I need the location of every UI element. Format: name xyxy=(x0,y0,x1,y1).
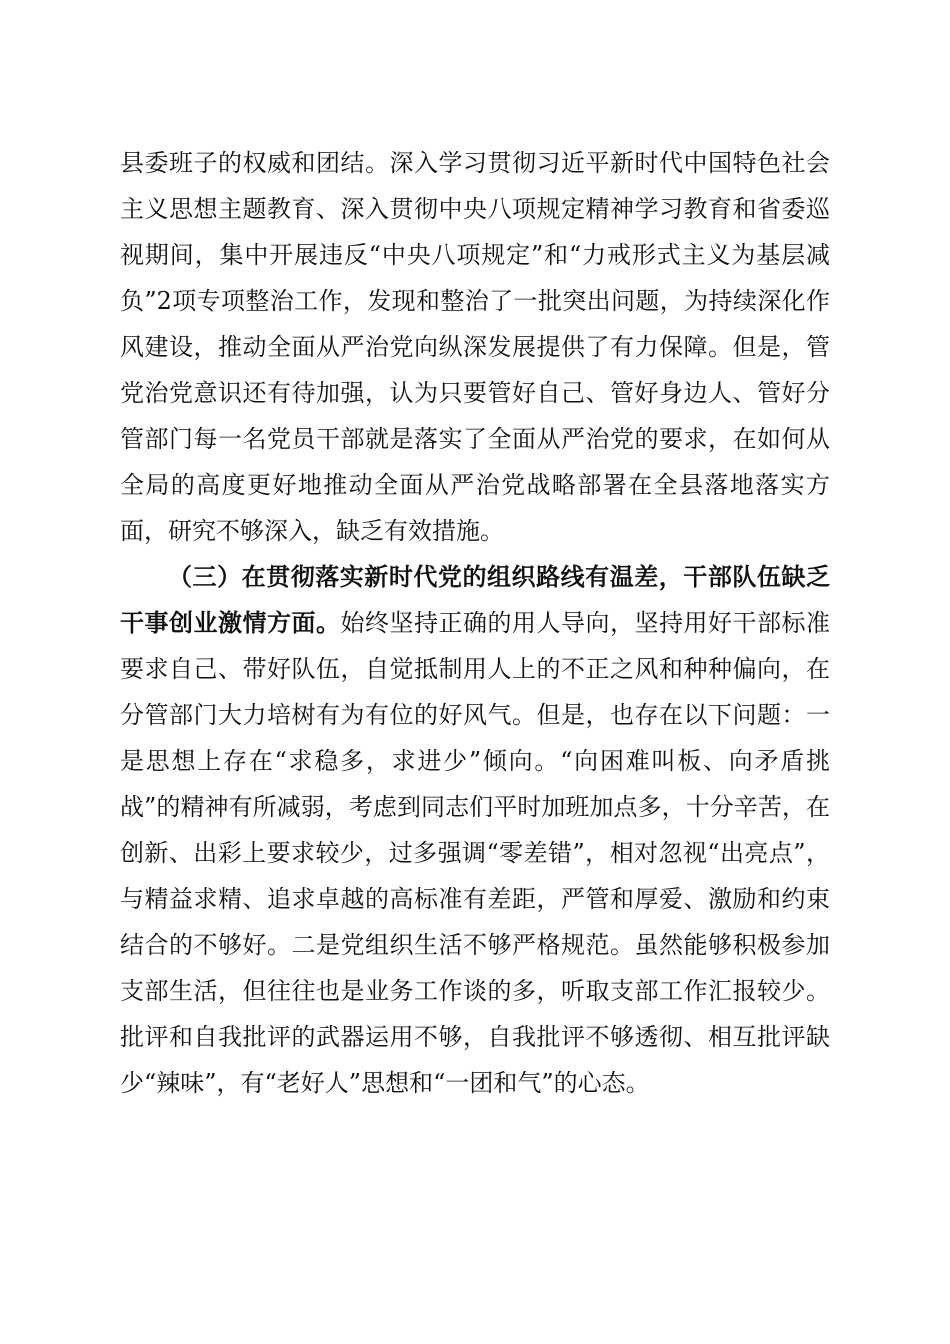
section-3-heading: （三）在贯彻落实新时代党的组织路线有温差，干部队伍缺乏干事创业激情方面。 xyxy=(120,562,830,637)
section-3-body: 始终坚持正确的用人导向，坚持用好干部标准要求自己、带好队伍，自觉抵制用人上的不正之风和种种偏向，在分管部门大力培树有为有位的好风气。但是，也存在以下问题：一是思想上存在“求稳多，求进少”倾向。“向困难叫板、向矛盾挑战”的精神有所减弱，考虑到同志们平时加班加点多，十分辛苦，在创新、出彩上要求较少，过多强调“零差错”，相对忽视“出亮点”，与精益求精、追求卓越的高标准有差距，严管和厚爱、激励和约束结合的不够好。二是党组织生活不够严格规范。虽然能够积极参加支部生活，但往往也是业务工作谈的多，听取支部工作汇报较少。批评和自我批评的武器运用不够，自我批评不够透彻、相互批评缺少“辣味”，有“老好人”思想和“一团和气”的心态。 xyxy=(120,609,830,1097)
paragraph-continuation: 县委班子的权威和团结。深入学习贯彻习近平新时代中国特色社会主义思想主题教育、深入贯彻中央八项规定精神学习教育和省委巡视期间，集中开展违反“中央八项规定”和“力戒形式主义为基层减负”2项专项整治工作，发现和整治了一批突出问题，为持续深化作风建设，推动全面从严治党向纵深发展提供了有力保障。但是，管党治党意识还有待加强，认为只要管好自己、管好身边人、管好分管部门每一名党员干部就是落实了全面从严治党的要求，在如何从全局的高度更好地推动全面从严治党战略部署在全县落地落实方面，研究不够深入，缺乏有效措施。 xyxy=(120,149,830,545)
paragraph-section-3 xyxy=(120,554,830,1106)
document-body xyxy=(120,140,830,1106)
